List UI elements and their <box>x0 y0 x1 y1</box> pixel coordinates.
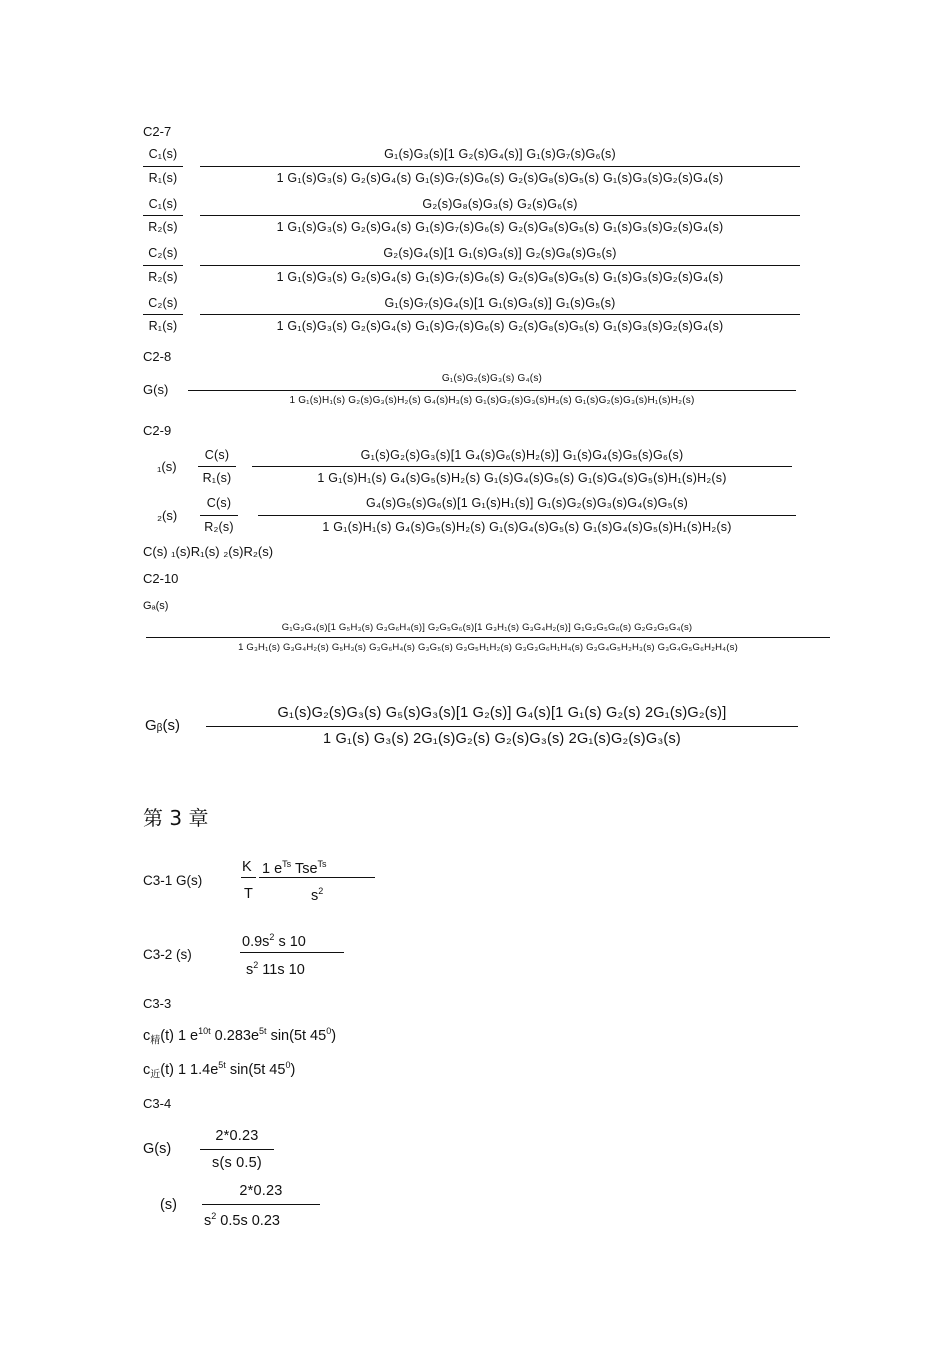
c3-1-den-s: $s^2$ <box>311 886 324 904</box>
fraction-bar <box>206 726 798 727</box>
c3-1-num-b: 1 $e^{Ts}$ Tse$^{Ts}$ <box>262 859 327 877</box>
c3-3-line-2: $c_近(t)$ 1 $1.4e^{5t}$ sin(5t $45^0$) <box>143 1060 296 1081</box>
c2-7-f2-lhs-denominator: R₂(s) <box>148 220 178 234</box>
c2-9-phi1: ₁(s) <box>157 459 177 474</box>
c2-9-f2-lhs-denominator: R₂(s) <box>204 520 234 534</box>
c2-7-f2-numerator: G₂(s)G₈(s)G₃(s) G₂(s)G₆(s) <box>422 197 578 211</box>
c2-8-numerator: G₁(s)G₂(s)G₃(s) G₄(s) <box>441 373 543 384</box>
fraction-bar <box>258 515 796 516</box>
fraction-bar <box>198 466 236 467</box>
c3-4-phi-lhs: (s) <box>160 1197 177 1213</box>
fraction-bar <box>241 877 256 878</box>
c3-4-g-denominator: s(s 0.5) <box>212 1155 262 1171</box>
c3-2-numerator: $0.9s^2$ s 10 <box>242 932 306 950</box>
c2-7-f3-lhs-denominator: R₂(s) <box>148 270 178 284</box>
fraction-bar <box>200 515 238 516</box>
c2-9-f2-lhs-numerator: C(s) <box>206 496 232 510</box>
c2-7-f4-numerator: G₁(s)G₇(s)G₄(s)[1 G₁(s)G₃(s)] G₁(s)G₅(s) <box>384 296 616 310</box>
fraction-bar <box>200 265 800 266</box>
c2-7-f3-denominator: 1 G₁(s)G₃(s) G₂(s)G₄(s) G₁(s)G₇(s)G₆(s) G₂(s)G₈(s)G₅(s) G₁(s)G₃(s)G₂(s)G₄(s) <box>276 270 724 284</box>
c3-4-phi-denominator: $s^2$ 0.5s 0.23 <box>204 1211 280 1229</box>
fraction-bar <box>143 265 183 266</box>
section-label-c3-4: C3-4 <box>143 1096 172 1111</box>
c2-10-ga-numerator: G₁G₃G₄(s)[1 G₅H₃(s) G₃G₆H₄(s)] G₂G₅G₆(s)[1 G₃H₁(s) G₃G₄H₂(s)] G₁G₃G₅G₆(s) G₂G₃G₅G₄(s) <box>281 622 693 633</box>
fraction-bar <box>188 390 796 391</box>
section-label-c3-3: C3-3 <box>143 996 172 1011</box>
c2-7-f2-lhs-numerator: C₁(s) <box>148 197 178 211</box>
c3-2-denominator: $s^2$ 11s 10 <box>246 960 305 978</box>
section-label-c2-7: C2-7 <box>143 124 172 139</box>
section-label-c2-10: C2-10 <box>143 571 179 586</box>
fraction-bar <box>202 1204 320 1205</box>
c2-7-f2-denominator: 1 G₁(s)G₃(s) G₂(s)G₄(s) G₁(s)G₇(s)G₆(s) G₂(s)G₈(s)G₅(s) G₁(s)G₃(s)G₂(s)G₄(s) <box>276 220 724 234</box>
c2-7-f1-numerator: G₁(s)G₃(s)[1 G₂(s)G₄(s)] G₁(s)G₇(s)G₆(s) <box>384 147 616 161</box>
c2-10-ga-lhs: Gₐ(s) <box>143 600 169 612</box>
fraction-bar <box>143 166 183 167</box>
c2-10-gb-lhs: Gᵦ(s) <box>145 717 180 734</box>
section-label-c2-9: C2-9 <box>143 423 172 438</box>
fraction-bar <box>259 877 375 878</box>
fraction-bar <box>200 215 800 216</box>
section-label-c2-8: C2-8 <box>143 349 172 364</box>
c2-7-f4-denominator: 1 G₁(s)G₃(s) G₂(s)G₄(s) G₁(s)G₇(s)G₆(s) G₂(s)G₈(s)G₅(s) G₁(s)G₃(s)G₂(s)G₄(s) <box>276 319 724 333</box>
fraction-bar <box>200 314 800 315</box>
c2-7-f3-numerator: G₂(s)G₄(s)[1 G₁(s)G₃(s)] G₂(s)G₈(s)G₅(s) <box>383 246 617 260</box>
c2-10-gb-denominator: 1 G₁(s) G₃(s) 2G₁(s)G₂(s) G₂(s)G₃(s) 2G₁(s)G₂(s)G₃(s) <box>323 731 681 747</box>
c2-7-f1-lhs-numerator: C₁(s) <box>148 147 178 161</box>
c2-9-f1-lhs-numerator: C(s) <box>204 448 230 462</box>
c2-8-denominator: 1 G₁(s)H₁(s) G₂(s)G₃(s)H₂(s) G₄(s)H₃(s) G₁(s)G₂(s)G₃(s)H₃(s) G₁(s)G₂(s)G₃(s)H₁(s)H₂(s) <box>289 395 695 406</box>
c2-7-f3-lhs-numerator: C₂(s) <box>148 246 178 260</box>
c3-1-T: T <box>244 886 253 902</box>
c3-4-phi-numerator: 2*0.23 <box>239 1183 283 1199</box>
chapter-title: 第 3 章 <box>143 806 209 830</box>
c2-7-f4-lhs-denominator: R₁(s) <box>148 319 178 333</box>
c2-7-f4-lhs-numerator: C₂(s) <box>148 296 178 310</box>
fraction-bar <box>200 1149 274 1150</box>
c2-7-f1-denominator: 1 G₁(s)G₃(s) G₂(s)G₄(s) G₁(s)G₇(s)G₆(s) G₂(s)G₈(s)G₅(s) G₁(s)G₃(s)G₂(s)G₄(s) <box>276 171 724 185</box>
c3-4-g-numerator: 2*0.23 <box>215 1128 259 1144</box>
fraction-bar <box>240 952 344 953</box>
c2-9-output-sum: C(s) ₁(s)R₁(s) ₂(s)R₂(s) <box>143 544 274 559</box>
fraction-bar <box>200 166 800 167</box>
fraction-bar <box>146 637 830 638</box>
c2-7-f1-lhs-denominator: R₁(s) <box>148 171 178 185</box>
c2-10-ga-denominator: 1 G₃H₁(s) G₃G₄H₂(s) G₅H₃(s) G₃G₆H₄(s) G₃G₅(s) G₃G₅H₁H₂(s) G₃G₃G₆H₁H₄(s) G₃G₄G₅H₂H₃(s) G₃G₄G₅G₆H₂H₄(s) <box>238 642 738 653</box>
c2-10-gb-numerator: G₁(s)G₂(s)G₃(s) G₅(s)G₃(s)[1 G₂(s)] G₄(s)[1 G₁(s) G₂(s) 2G₁(s)G₂(s)] <box>277 705 727 721</box>
c3-2-label: C3-2 (s) <box>143 947 192 962</box>
c3-3-line-1: $c_精(t)$ 1 $e^{10t}$ $0.283e^{5t}$ sin(5t $45^0$) <box>143 1026 337 1047</box>
c2-9-f1-numerator: G₁(s)G₂(s)G₃(s)[1 G₄(s)G₆(s)H₂(s)] G₁(s)G₄(s)G₅(s)G₆(s) <box>360 448 684 462</box>
c3-1-K: K <box>242 859 252 875</box>
c2-9-phi2: ₂(s) <box>157 508 178 523</box>
c2-9-f2-numerator: G₄(s)G₅(s)G₆(s)[1 G₁(s)H₁(s)] G₁(s)G₂(s)G₃(s)G₄(s)G₅(s) <box>365 496 689 510</box>
c2-9-f2-denominator: 1 G₁(s)H₁(s) G₄(s)G₅(s)H₂(s) G₁(s)G₄(s)G₅(s) G₁(s)G₄(s)G₅(s)H₁(s)H₂(s) <box>322 520 732 534</box>
fraction-bar <box>143 314 183 315</box>
c2-9-f1-lhs-denominator: R₁(s) <box>202 471 232 485</box>
c3-4-g-lhs: G(s) <box>143 1141 172 1157</box>
c3-1-label: C3-1 G(s) <box>143 873 203 888</box>
fraction-bar <box>252 466 792 467</box>
fraction-bar <box>143 215 183 216</box>
c2-9-f1-denominator: 1 G₁(s)H₁(s) G₄(s)G₅(s)H₂(s) G₁(s)G₄(s)G₅(s) G₁(s)G₄(s)G₅(s)H₁(s)H₂(s) <box>317 471 727 485</box>
c2-8-lhs: G(s) <box>143 382 169 397</box>
